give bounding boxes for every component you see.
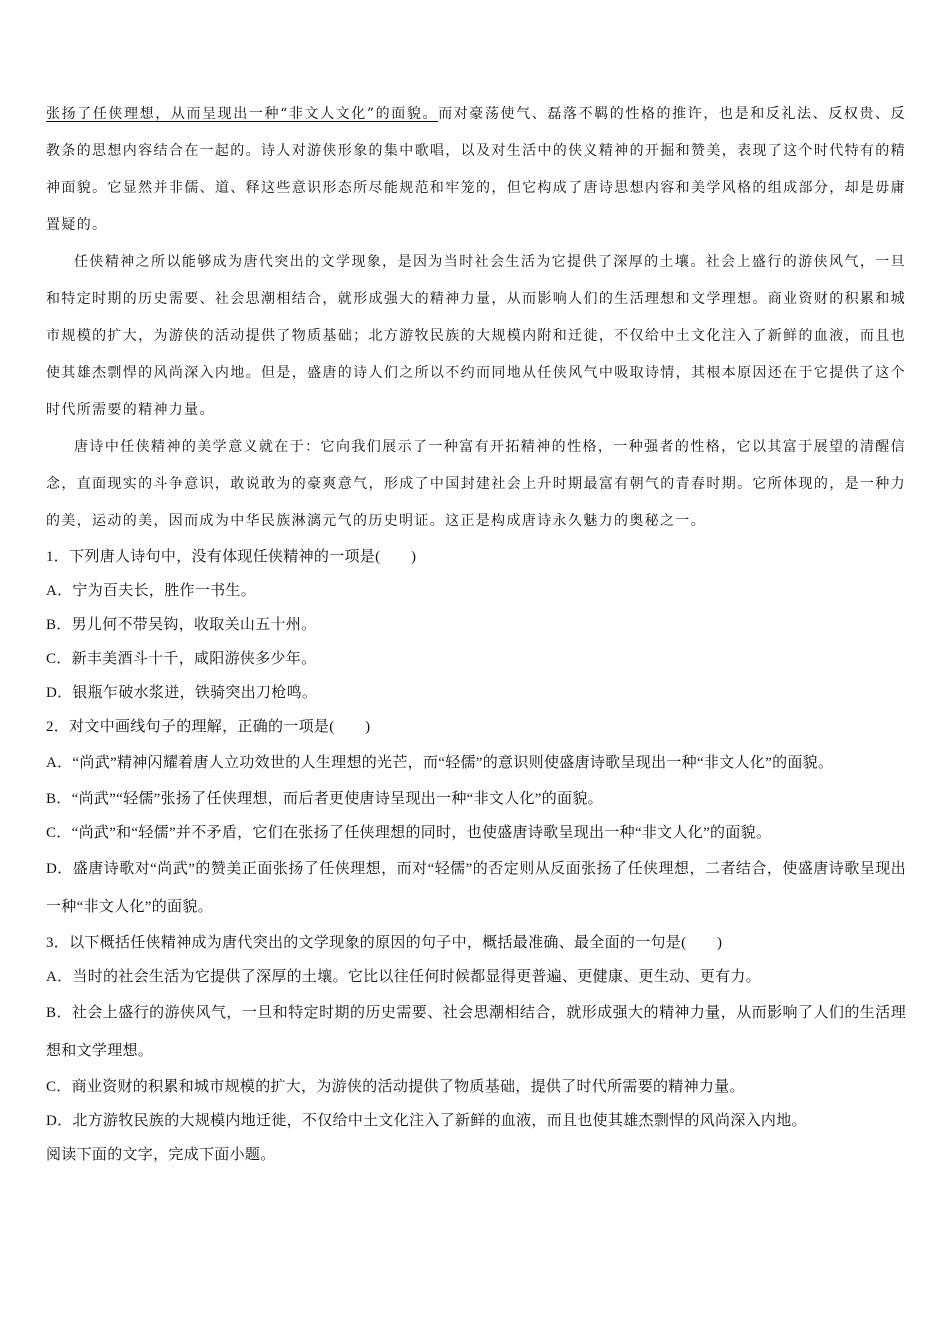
question-1-stem: 1．下列唐人诗句中，没有体现任侠精神的一项是( ) — [46, 549, 417, 565]
question-1-option-a: A．宁为百夫长，胜作一书生。 — [46, 583, 257, 599]
question-3-stem: 3．以下概括任侠精神成为唐代突出的文学现象的原因的句子中，概括最准确、最全面的一句是( ) — [46, 935, 723, 951]
passage-paragraph-2: 任侠精神之所以能够成为唐代突出的文学现象，是因为当时社会生活为它提供了深厚的土壤。社会上盛行的游侠风气，一旦和特定时期的历史需要、社会思潮相结合，就形成强大的精神力量，从而影响人们的生活理想和文学理想。商业资财的积累和城市规模的扩大，为游侠的活动提供了物质基础；北方游牧民族的大规模内附和迁徙，不仅给中土文化注入了新鲜的血液，而且也使其雄杰剽悍的风尚深入内地。但是，盛唐的诗人们之所以不约而同地从任侠风气中吸取诗情，其根本原因还在于它提供了这个时代所需要的精神力量。 — [46, 254, 906, 418]
question-3-option-d: D．北方游牧民族的大规模内地迁徙，不仅给中土文化注入了新鲜的血液，而且也使其雄杰剽悍的风尚深入内地。 — [46, 1113, 807, 1129]
question-3-option-b: B．社会上盛行的游侠风气，一旦和特定时期的历史需要、社会思潮相结合，就形成强大的精神力量，从而影响了人们的生活理想和文学理想。 — [46, 1005, 906, 1059]
reading-passage — [46, 96, 906, 540]
question-2 — [46, 710, 906, 926]
question-list — [46, 540, 906, 1172]
question-2-option-a: A．“尚武”精神闪耀着唐人立功效世的人生理想的光芒，而“轻儒”的意识则使盛唐诗歌呈现出一种“非文人化”的面貌。 — [46, 755, 834, 771]
passage-paragraph-3: 唐诗中任侠精神的美学意义就在于：它向我们展示了一种富有开拓精神的性格，一种强者的性格，它以其富于展望的清醒信念，直面现实的斗争意识，敢说敢为的豪爽意气，形成了中国封建社会上升时期最富有朝气的青春时期。它所体现的，是一种力的美，运动的美，因而成为中华民族淋漓元气的历史明证。这正是构成唐诗永久魅力的奥秘之一。 — [46, 439, 906, 529]
passage-paragraph-1 — [46, 96, 906, 244]
question-1-option-b: B．男儿何不带吴钩，收取关山五十州。 — [46, 617, 317, 633]
question-2-stem: 2．对文中画线句子的理解，正确的一项是( ) — [46, 719, 371, 735]
question-3-option-c: C．商业资财的积累和城市规模的扩大，为游侠的活动提供了物质基础，提供了时代所需要的精神力量。 — [46, 1079, 745, 1095]
question-2-option-c: C．“尚武”和“轻儒”并不矛盾，它们在张扬了任侠理想的同时，也使盛唐诗歌呈现出一种“非文人化”的面貌。 — [46, 825, 772, 841]
question-3-option-a: A．当时的社会生活为它提供了深厚的土壤。它比以往任何时候都显得更普遍、更健康、更生动、更有力。 — [46, 969, 761, 985]
question-2-option-b: B．“尚武”“轻儒”张扬了任侠理想，而后者更使唐诗呈现出一种“非文人化”的面貌。 — [46, 791, 603, 807]
question-2-option-d: D．盛唐诗歌对“尚武”的赞美正面张扬了任侠理想，而对“轻儒”的否定则从反面张扬了任侠理想，二者结合，使盛唐诗歌呈现出一种“非文人化”的面貌。 — [46, 861, 906, 915]
closing-instruction: 阅读下面的文字，完成下面小题。 — [46, 1147, 276, 1163]
passage-paragraph-1-rest: 而对豪荡使气、磊落不羁的性格的推许，也是和反礼法、反权贵、反教条的思想内容结合在一起的。诗人对游侠形象的集中歌唱，以及对生活中的侠义精神的开掘和赞美，表现了这个时代特有的精神面貌。它显然并非儒、道、释这些意识形态所尽能规范和牢笼的，但它构成了唐诗思想内容和美学风格的组成部分，却是毋庸置疑的。 — [46, 106, 906, 233]
document-page — [46, 96, 906, 1172]
question-1-option-d: D．银瓶乍破水浆迸，铁骑突出刀枪鸣。 — [46, 685, 318, 701]
question-1 — [46, 540, 906, 710]
question-3 — [46, 926, 906, 1138]
underlined-sentence: 张扬了任侠理想，从而呈现出一种“非文人文化”的面貌。 — [46, 106, 439, 122]
question-1-option-c: C．新丰美酒斗十千，咸阳游侠多少年。 — [46, 651, 317, 667]
